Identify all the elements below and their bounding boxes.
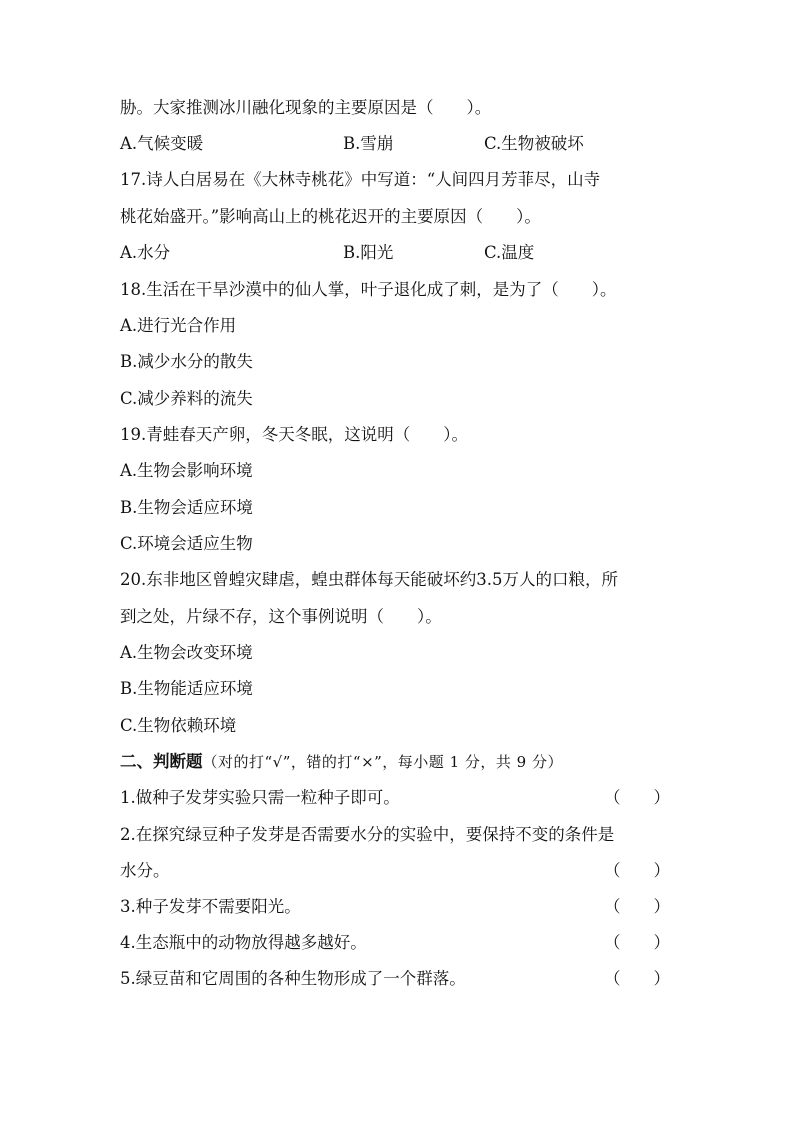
judge-item-4-answer-blank[interactable]: （ ） (604, 933, 670, 952)
q18-option-b: B.减少水分的散失 (120, 352, 253, 371)
q16-option-c: C.生物被破坏 (484, 134, 584, 153)
q19-option-a: A.生物会影响环境 (120, 461, 253, 480)
judge-item-3-text: 3.种子发芽不需要阳光。 (120, 897, 301, 916)
q17-option-b: B.阳光 (343, 243, 394, 262)
judge-item-2-cont-text: 水分。 (120, 861, 170, 880)
judge-item-2-cont (120, 861, 680, 881)
judge-item-4-text: 4.生态瓶中的动物放得越多越好。 (120, 933, 367, 952)
judge-item-3 (120, 897, 680, 917)
q17-options (120, 243, 680, 263)
q16-stem-tail: 胁。大家推测冰川融化现象的主要原因是（ ）。 (120, 98, 492, 117)
judge-item-5-answer-blank[interactable]: （ ） (604, 969, 670, 988)
judge-item-3-answer-blank[interactable]: （ ） (604, 897, 670, 916)
q20-option-b: B.生物能适应环境 (120, 679, 253, 698)
q19-option-c: C.环境会适应生物 (120, 534, 253, 553)
judge-item-1-text: 1.做种子发芽实验只需一粒种子即可。 (120, 788, 400, 807)
q17-stem-line2: 桃花始盛开。”影响高山上的桃花迟开的主要原因（ ）。 (120, 207, 541, 226)
judge-item-2-text: 2.在探究绿豆种子发芽是否需要水分的实验中，要保持不变的条件是 (120, 825, 615, 844)
q16-option-b: B.雪崩 (343, 134, 394, 153)
q19-stem: 19.青蛙春天产卵，冬天冬眠，这说明（ ）。 (120, 425, 468, 444)
judge-item-4 (120, 933, 680, 953)
q20-stem-line2: 到之处，片绿不存，这个事例说明（ ）。 (120, 607, 442, 626)
judge-item-1 (120, 788, 680, 808)
q17-stem-line1: 17.诗人白居易在《大林寺桃花》中写道：“人间四月芳菲尽，山寺 (120, 170, 601, 189)
judge-item-5 (120, 969, 680, 989)
q17-option-c: C.温度 (484, 243, 535, 262)
q18-option-c: C.减少养料的流失 (120, 389, 253, 408)
section-2-title: 二、判断题 (120, 752, 203, 771)
judge-item-5-text: 5.绿豆苗和它周围的各种生物形成了一个群落。 (120, 969, 466, 988)
q17-option-a: A.水分 (120, 243, 171, 262)
q20-stem-line1: 20.东非地区曾蝗灾肆虐，蝗虫群体每天能破坏约3.5万人的口粮，所 (120, 570, 618, 589)
section-2-heading (120, 752, 563, 772)
q20-option-a: A.生物会改变环境 (120, 643, 253, 662)
judge-item-2-answer-blank[interactable]: （ ） (604, 861, 670, 880)
q16-options (120, 134, 680, 154)
q19-option-b: B.生物会适应环境 (120, 498, 253, 517)
q18-stem: 18.生活在干旱沙漠中的仙人掌，叶子退化成了刺，是为了（ ）。 (120, 280, 617, 299)
q20-option-c: C.生物依赖环境 (120, 716, 237, 735)
q18-option-a: A.进行光合作用 (120, 316, 237, 335)
section-2-note: （对的打“√”，错的打“×”，每小题 1 分，共 9 分） (202, 753, 563, 771)
q16-option-a: A.气候变暖 (120, 134, 204, 153)
judge-item-1-answer-blank[interactable]: （ ） (604, 788, 670, 807)
